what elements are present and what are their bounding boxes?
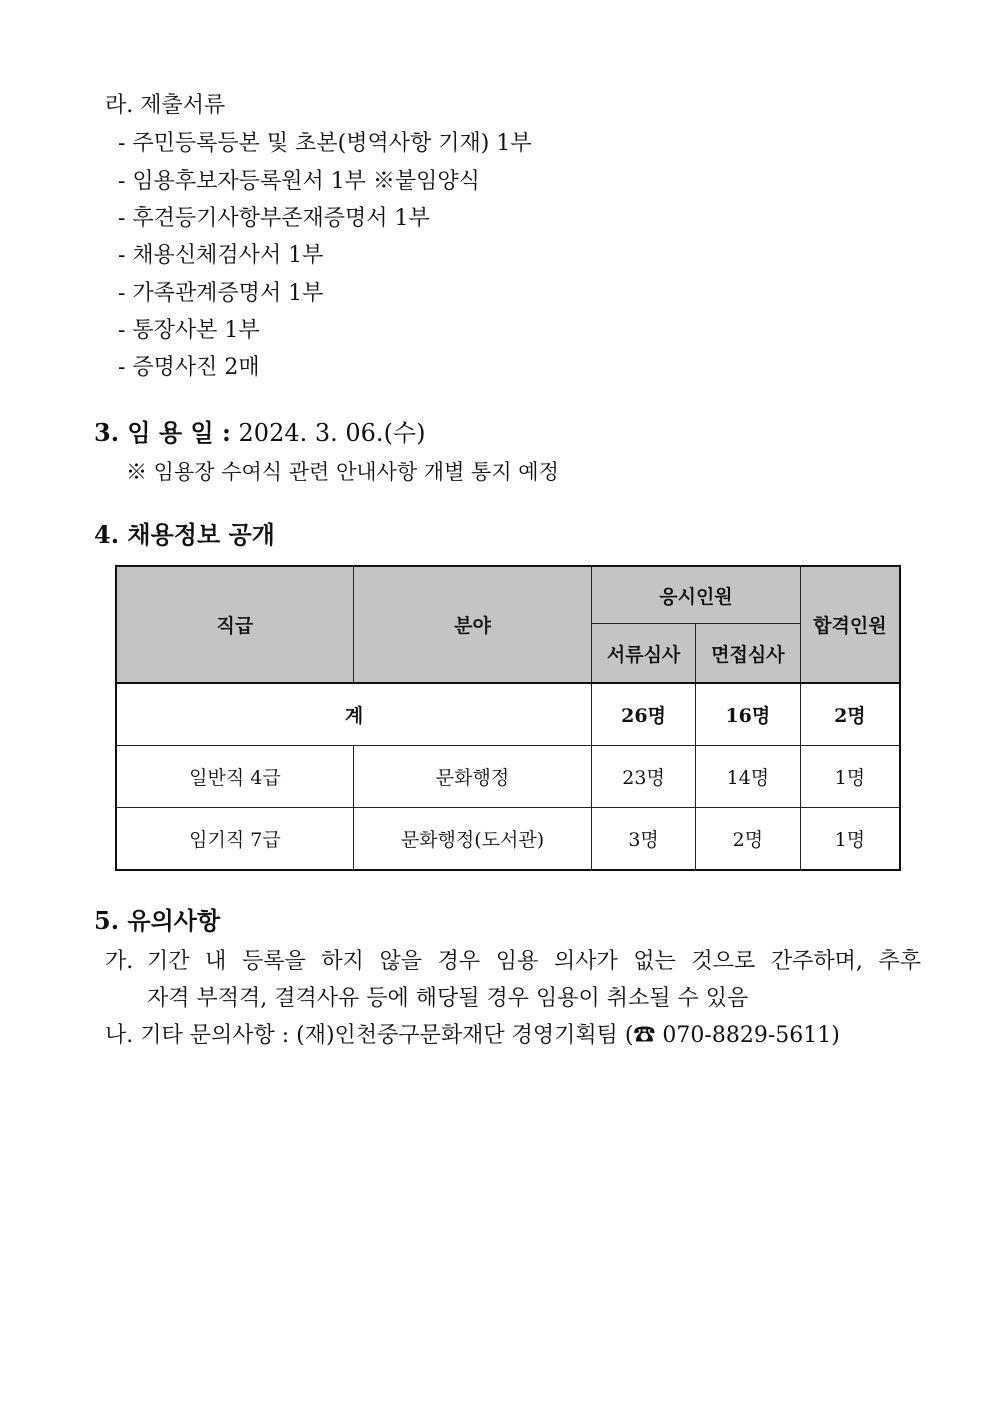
appointment-date-label: 3. 임 용 일 : xyxy=(94,418,231,447)
row-grade: 일반직 4급 xyxy=(116,746,353,808)
row-interview: 2명 xyxy=(695,808,800,871)
appointment-date-line xyxy=(94,418,425,448)
submit-doc-item-1: - 주민등록등본 및 초본(병역사항 기재) 1부 xyxy=(118,131,532,156)
table-row-total xyxy=(116,683,900,746)
submit-doc-item-7: - 증명사진 2매 xyxy=(118,355,260,380)
note-a-prefix: 가. xyxy=(105,949,134,974)
appointment-date-value: 2024. 3. 06.(수) xyxy=(238,419,426,447)
total-interview: 16명 xyxy=(695,683,800,746)
row-doc-review: 3명 xyxy=(592,808,696,871)
header-field: 분야 xyxy=(353,566,591,683)
row-interview: 14명 xyxy=(695,746,800,808)
header-applicants: 응시인원 xyxy=(592,566,801,624)
total-doc-review: 26명 xyxy=(592,683,696,746)
total-label: 계 xyxy=(116,683,592,746)
submit-doc-item-3: - 후견등기사항부존재증명서 1부 xyxy=(118,206,430,231)
submit-docs-heading: 라. 제출서류 xyxy=(105,93,226,118)
table-row xyxy=(116,746,900,808)
row-passed: 1명 xyxy=(800,808,900,871)
header-grade: 직급 xyxy=(116,566,353,683)
table-row xyxy=(116,808,900,871)
submit-doc-item-2: - 임용후보자등록원서 1부 ※붙임양식 xyxy=(118,169,480,194)
submit-doc-item-5: - 가족관계증명서 1부 xyxy=(118,281,324,306)
note-a-line2: 자격 부적격, 결격사유 등에 해당될 경우 임용이 취소될 수 있음 xyxy=(147,986,749,1011)
notes-title: 5. 유의사항 xyxy=(94,906,221,935)
row-field: 문화행정 xyxy=(353,746,591,808)
header-interview: 면접심사 xyxy=(695,624,800,684)
submit-doc-item-6: - 통장사본 1부 xyxy=(118,318,260,343)
header-doc-review: 서류심사 xyxy=(592,624,696,684)
note-b: 나. 기타 문의사항 : (재)인천중구문화재단 경영기획팀 (☎ 070-8829-5611) xyxy=(105,1023,840,1048)
header-passed: 합격인원 xyxy=(800,566,900,683)
recruitment-info-table xyxy=(115,565,901,871)
row-passed: 1명 xyxy=(800,746,900,808)
row-grade: 임기직 7급 xyxy=(116,808,353,871)
appointment-note: ※ 임용장 수여식 관련 안내사항 개별 통지 예정 xyxy=(126,460,559,484)
row-field: 문화행정(도서관) xyxy=(353,808,591,871)
submit-doc-item-4: - 채용신체검사서 1부 xyxy=(118,243,324,268)
total-passed: 2명 xyxy=(800,683,900,746)
note-a-line1: 기간 내 등록을 하지 않을 경우 임용 의사가 없는 것으로 간주하며, 추후 xyxy=(147,949,921,974)
recruitment-info-title: 4. 채용정보 공개 xyxy=(94,520,275,549)
row-doc-review: 23명 xyxy=(592,746,696,808)
